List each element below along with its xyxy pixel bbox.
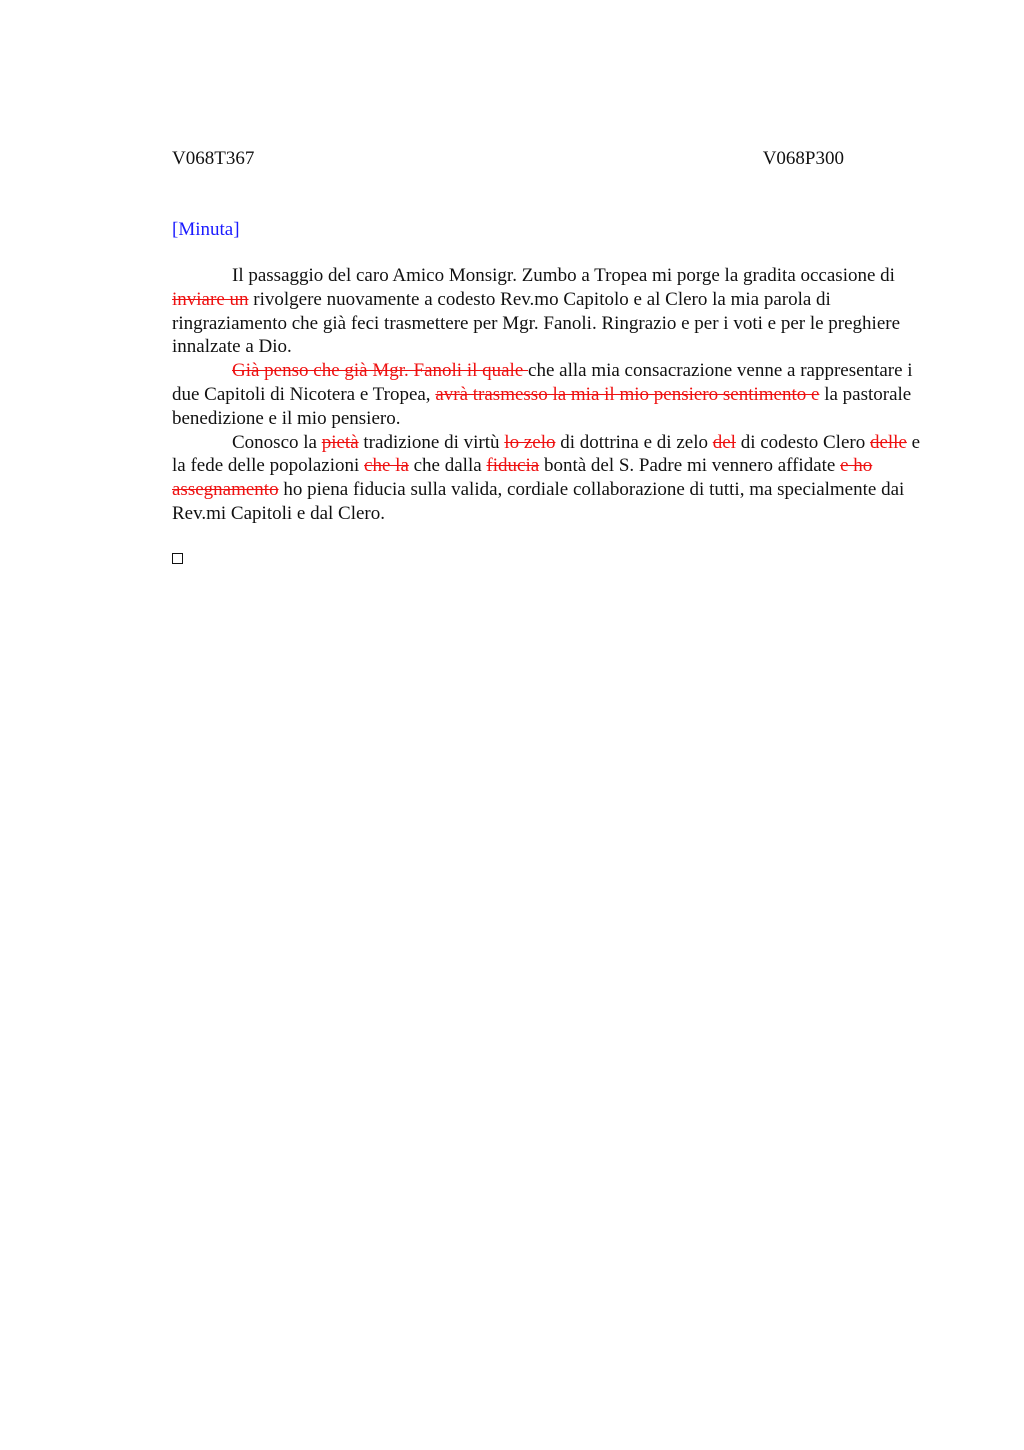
draft-label: [Minuta] xyxy=(172,219,240,240)
text-segment: ho piena fiducia sulla valida, cordiale collaborazione di tutti, ma specialmente dai Rev.mi Capitoli e dal Clero. xyxy=(172,479,905,524)
document-page xyxy=(172,0,924,1450)
text-segment: e la fede delle popolazioni xyxy=(172,431,921,477)
deleted-text-segment: fiducia xyxy=(486,455,540,477)
text-segment: che dalla xyxy=(408,455,487,477)
text-segment: la pastorale benedizione e il mio pensiero. xyxy=(172,383,912,429)
text-segment: Conosco la xyxy=(232,431,322,453)
text-segment: tradizione di virtù xyxy=(358,431,505,453)
deleted-text-segment: lo zelo xyxy=(504,431,556,453)
letter-body xyxy=(172,264,924,526)
deleted-text-segment: e ho assegnamento xyxy=(172,455,873,501)
deleted-text-segment: Già penso che già Mgr. Fanoli il quale xyxy=(232,360,529,382)
deleted-text-segment: inviare un xyxy=(172,288,249,310)
deleted-text-segment: avrà trasmesso la mia il mio pensiero sentimento e xyxy=(435,383,820,405)
text-segment: rivolgere nuovamente a codesto Rev.mo Capitolo e al Clero la mia parola di ringraziamento che già feci trasmettere per Mgr. Fanoli. Ringrazio e per i voti e per le preghiere innalzate a Dio. xyxy=(172,288,901,358)
document-header xyxy=(172,146,844,172)
deleted-text-segment: pietà xyxy=(321,431,359,453)
text-segment: che alla mia consacrazione venne a rappresentare i due Capitoli di Nicotera e Tropea, xyxy=(172,360,913,405)
paragraph xyxy=(172,431,924,526)
text-segment: di codesto Clero xyxy=(735,431,870,453)
document-code-left: V068T367 xyxy=(172,148,255,169)
paragraph xyxy=(172,359,924,430)
paragraph xyxy=(172,264,924,359)
text-segment: di dottrina e di zelo xyxy=(555,431,713,453)
deleted-text-segment: che la xyxy=(364,455,409,477)
text-segment: Il passaggio del caro Amico Monsigr. Zumbo a Tropea mi porge la gradita occasione di xyxy=(232,265,895,286)
page-code-right: V068P300 xyxy=(762,148,844,169)
text-segment: bontà del S. Padre mi vennero affidate xyxy=(539,455,841,477)
checkbox-square-icon xyxy=(172,553,183,564)
deleted-text-segment: delle xyxy=(869,431,907,453)
deleted-text-segment: del xyxy=(712,431,736,453)
